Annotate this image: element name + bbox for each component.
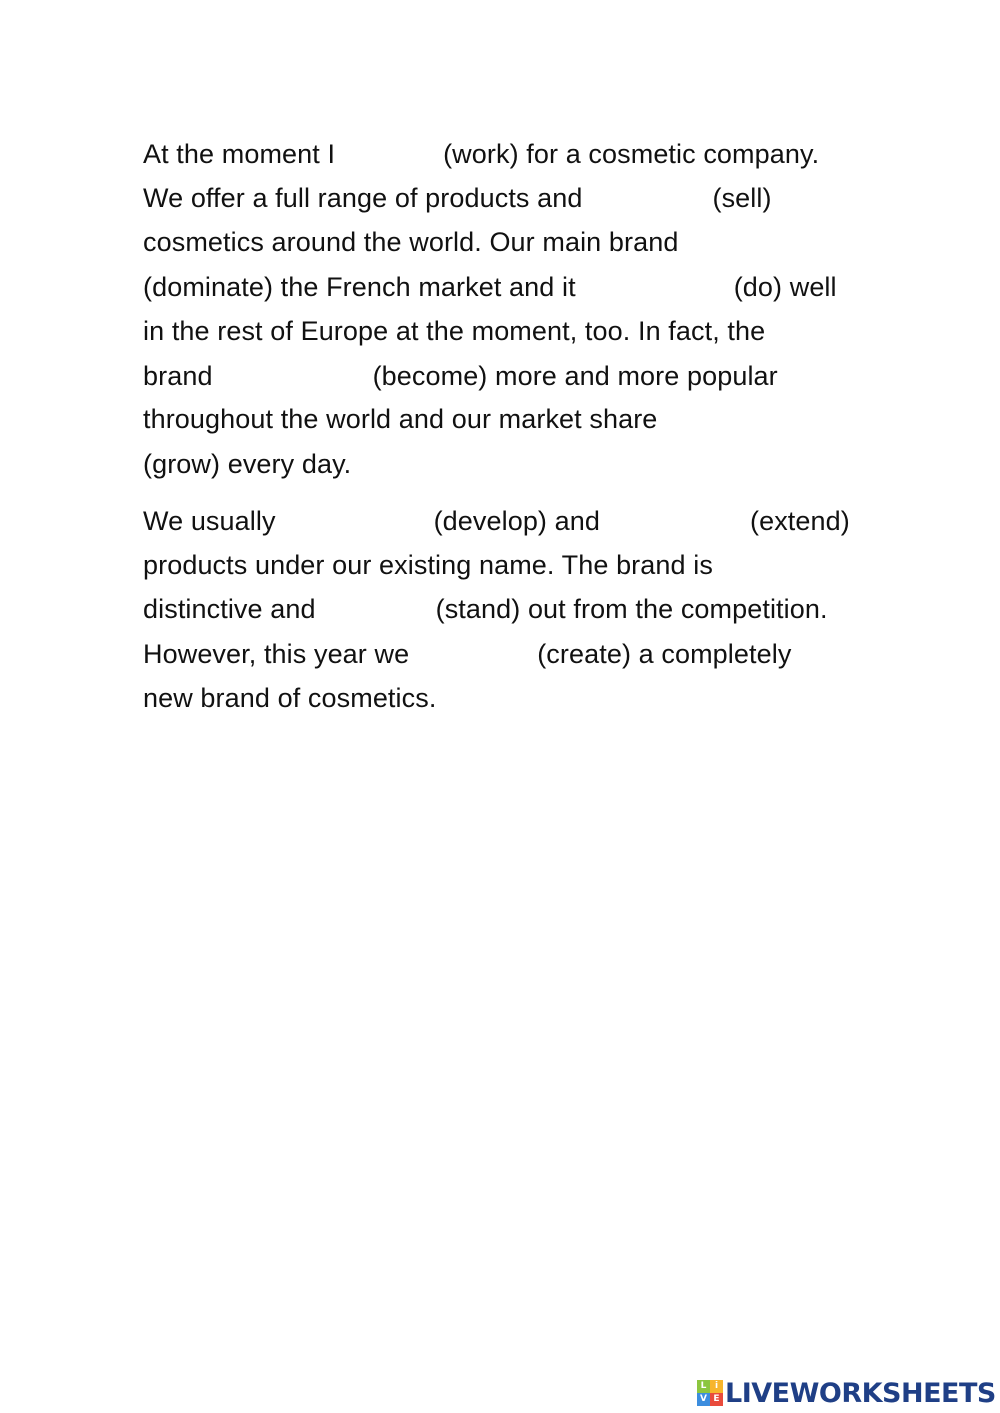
paragraph-1-line-7 [143,401,787,437]
text-segment: (work) for a cosmetic company. [443,139,820,169]
paragraph-1-line-6 [143,358,778,394]
text-segment: (stand) out from the competition. [435,594,828,624]
answer-blank[interactable] [213,365,373,391]
text-segment: in the rest of Europe at the moment, too. In fact, the [143,316,766,346]
paragraph-1-line-5 [143,313,765,349]
paragraph-1-line-8 [143,446,351,482]
paragraph-1-line-4 [143,269,837,305]
liveworksheets-icon [697,1380,723,1406]
text-segment: (become) more and more popular [372,361,778,391]
text-segment: brand [143,361,213,391]
paragraph-1-line-2 [143,180,772,216]
logo-letter: V [697,1393,710,1406]
text-segment: (sell) [712,183,772,213]
text-segment: new brand of cosmetics. [143,683,437,713]
text-segment: (dominate) the French market and it [143,272,576,302]
logo-letter: L [697,1380,710,1393]
text-segment: However, this year we [143,639,410,669]
answer-blank[interactable] [678,231,798,257]
paragraph-1-line-3 [143,224,798,260]
text-segment: We usually [143,506,276,536]
paragraph-2-line-2 [143,547,713,583]
paragraph-1-line-1 [143,136,819,172]
text-segment: (develop) and [433,506,600,536]
text-segment: (create) a completely [537,639,792,669]
answer-blank[interactable] [276,510,434,536]
text-segment: At the moment I [143,139,336,169]
paragraph-2-line-1 [143,503,850,539]
logo-letter: i [710,1380,723,1393]
answer-blank[interactable] [600,510,750,536]
text-segment: We offer a full range of products and [143,183,583,213]
text-segment: (do) well [733,272,837,302]
liveworksheets-logo [697,1375,996,1411]
answer-blank[interactable] [316,598,436,624]
logo-letter: E [710,1393,723,1406]
answer-blank[interactable] [409,643,537,669]
text-segment: throughout the world and our market share [143,404,658,434]
answer-blank[interactable] [582,187,712,213]
answer-blank[interactable] [576,276,734,302]
text-segment: (extend) [749,506,850,536]
paragraph-2-line-4 [143,636,791,672]
answer-blank[interactable] [657,408,787,434]
paragraph-2-line-3 [143,591,828,627]
text-segment: products under our existing name. The brand is [143,550,713,580]
text-segment: (grow) every day. [143,449,352,479]
answer-blank[interactable] [335,143,443,169]
text-segment: cosmetics around the world. Our main brand [143,227,679,257]
logo-wordmark: LIVEWORKSHEETS [725,1377,996,1409]
text-segment: distinctive and [143,594,316,624]
paragraph-2-line-5 [143,680,436,716]
